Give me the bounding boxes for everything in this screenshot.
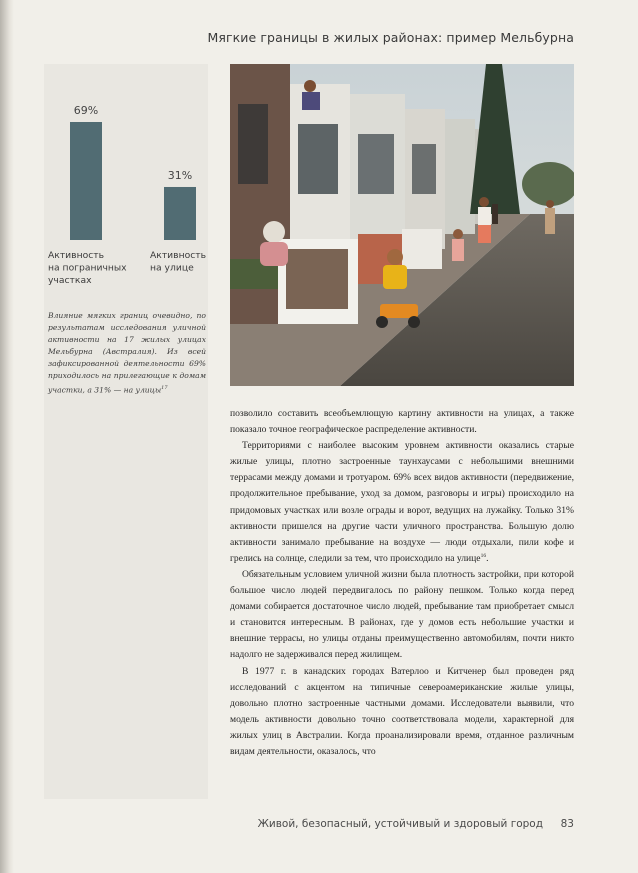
category-label-1-line-1: Активность — [48, 250, 105, 261]
body-paragraph-3-text: Обязательным условием уличной жизни была плотность застройки, при которой большое число людей передвигалось по району пешком. Только когда перед домами собирается достаточное число людей, пребывание там приобретает смысл и становится интересным. В районах, где у домов есть небольшие участки и внешние террасы, но улицы отданы преимущественно автомобилям, почти никто надолго не задерживался перед жилищем. — [230, 568, 574, 661]
bar-2 — [164, 187, 196, 240]
caption-text: Влияние мягких границ очевидно, по результатам исследования уличной активности на 17 жилых улицах Мельбурна (Австралия). Из всей зафиксированной деятельности 69% приходилось на прилегающие к домам участки, а 31% — на улицы — [48, 311, 206, 395]
body-paragraph-2: Территориями с наиболее высоким уровнем активности оказались старые жилые улицы, плотно застроенные таунхаусами с небольшими внешними террасами между домами и тротуаром. 69% всех видов активности (передвижение, продолжительное пребывание, уход за домом, разговоры и игры) происходило на придомовых участках или возле ограды и ворот, ведущих на лужайку. Только 31% активности пришелся на другие части уличного пространства. Большую долю активности занимало пребывание на воздухе — люди отдыхали, пили кофе и грелись на солнце, следили за тем, что происходило на улице$^{16}$. — [230, 440, 574, 564]
figure-caption — [48, 310, 206, 397]
body-paragraph-1 — [230, 406, 574, 438]
body-paragraph-2-text: Территориями с наиболее высоким уровнем активности оказались старые жилые улицы, плотно застроенные таунхаусами с небольшими внешними террасами между домами и тротуаром. 69% всех видов активности (передвижение, продолжительное пребывание, уход за домом, разговоры и игры) происходило на придомовых участках или возле ограды и ворот, ведущих на лужайку. Только 31% активности пришелся на другие части уличного пространства. Большую долю активности занимало пребывание на воздухе — люди отдыхали, пили кофе и грелись на солнце, следили за тем, что происходило на улице — [230, 440, 574, 564]
category-label-1-line-3: участках — [48, 275, 92, 286]
body-paragraph-3 — [230, 567, 574, 664]
page-number: 83 — [560, 818, 574, 830]
category-label-1-line-2: на пограничных — [48, 262, 127, 274]
body-paragraph-1-text: позволило составить всеобъемлющую картину активности на улицах, а также показало точное географическое распределение активности. — [230, 408, 574, 436]
sidebar-panel — [44, 64, 208, 799]
caption-footnote-ref: 17 — [161, 385, 168, 391]
footer-book-title: Живой, безопасный, устойчивый и здоровый город — [257, 818, 543, 830]
category-label-2-line-1: Активность — [150, 250, 207, 261]
body-paragraph-4 — [230, 664, 574, 761]
running-head: Мягкие границы в жилых районах: пример Мельбурна — [207, 30, 574, 45]
street-photo — [230, 64, 574, 386]
page-binding-shadow — [0, 0, 14, 873]
body-paragraph-2-ref: 16 — [480, 552, 487, 559]
body-text — [230, 406, 574, 760]
body-paragraph-4-text: В 1977 г. в канадских городах Ватерлоо и Китченер был проведен ряд исследований с акцентом на типичные североамериканские жилые улицы, довольно плотно застроенные частными домами. Исследователи выявили, что модель активности довольно точно соответствовала модели, характерной для жилых улиц в Австралии. Когда проанализировали время, отданное различным видам деятельности, оказалось, что — [230, 665, 574, 757]
category-label-2-line-2: на улице — [150, 262, 194, 274]
street-photo-illustration — [230, 64, 574, 386]
bar-value-label-2: 31% — [167, 168, 193, 182]
bar-1 — [70, 122, 102, 240]
bar-value-label-1: 69% — [73, 104, 99, 117]
